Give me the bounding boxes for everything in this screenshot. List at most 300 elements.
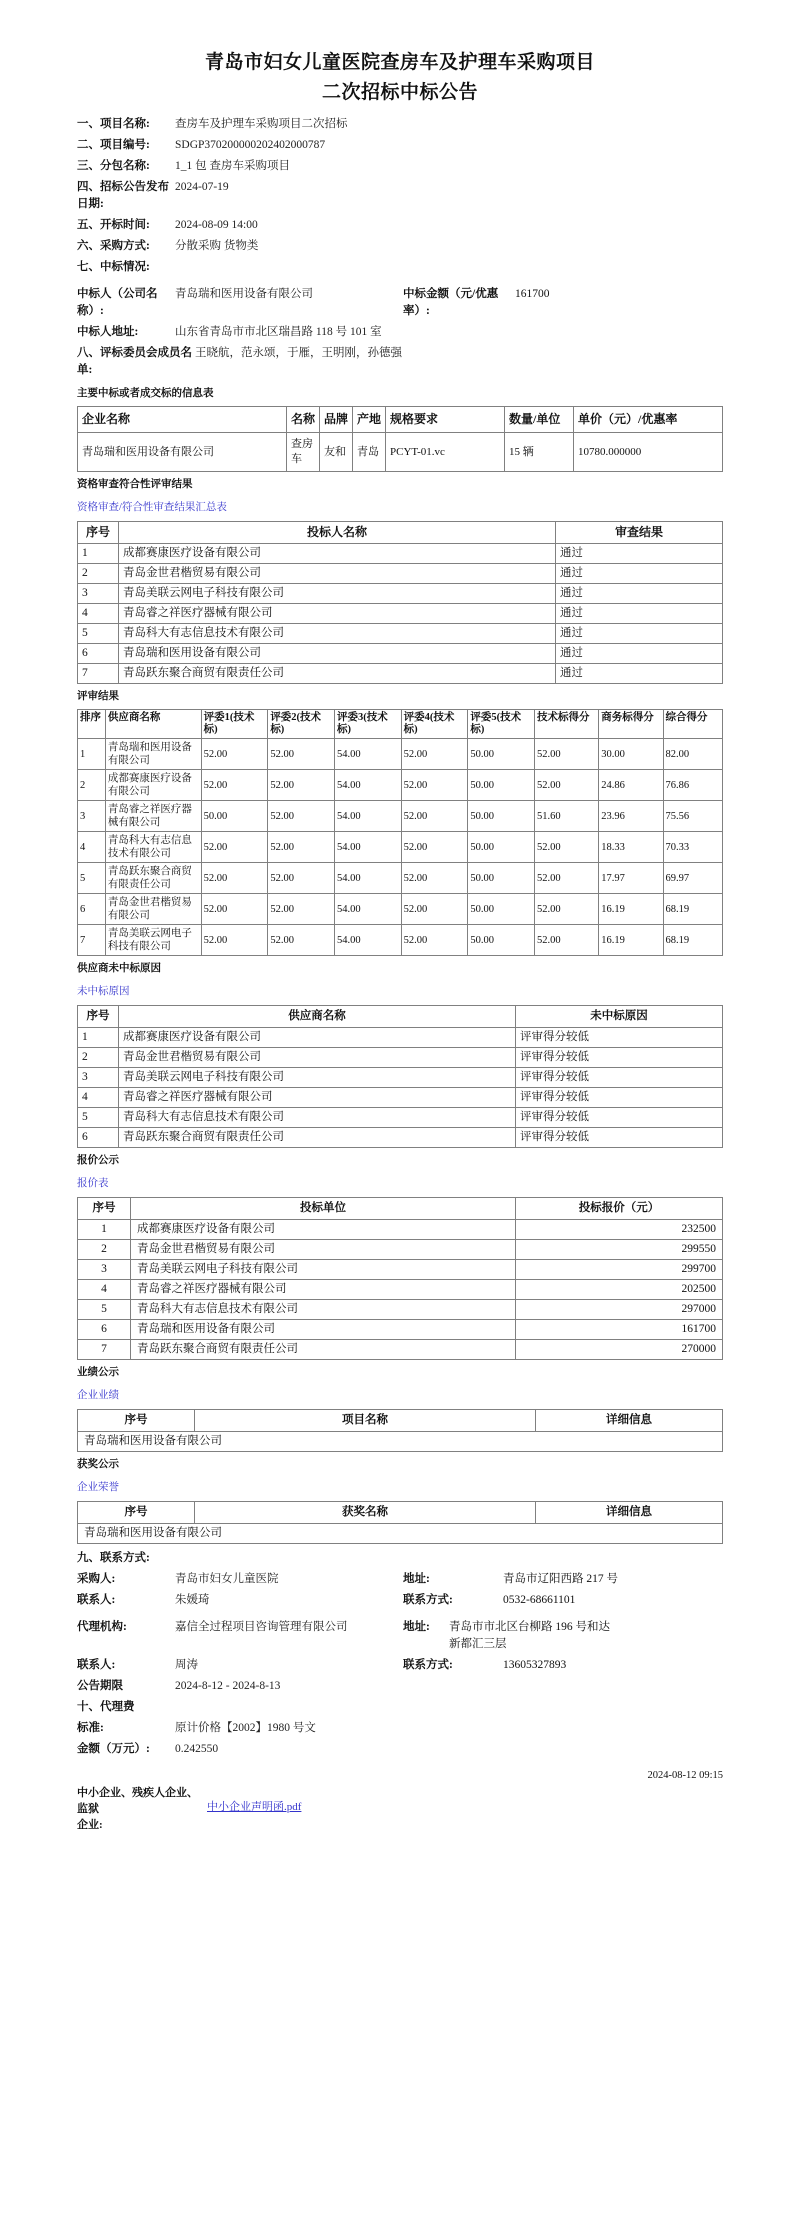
cell-qty: 15 辆	[505, 433, 574, 472]
table-row	[78, 664, 723, 684]
cell-judge-2: 52.00	[268, 739, 335, 770]
basic-info-value: 分散采购 货物类	[175, 240, 259, 252]
basic-info-value: SDGP370200000202402000787	[175, 139, 326, 151]
col-judge-3: 评委3(技术标)	[334, 710, 401, 739]
cell-supplier-name: 青岛跃东聚合商贸有限责任公司	[119, 1128, 516, 1148]
agency-fee-section-title: 十、代理费	[77, 1701, 135, 1713]
col-supplier: 供应商名称	[105, 710, 201, 739]
col-bid-price: 投标报价（元）	[516, 1198, 723, 1220]
cell-bidder-name: 青岛金世君楷贸易有限公司	[119, 564, 556, 584]
cell-bid-unit: 青岛科大有志信息技术有限公司	[131, 1300, 516, 1320]
basic-info-label: 六、采购方式:	[77, 240, 150, 252]
cell-total-score: 68.19	[663, 925, 723, 956]
cell-judge-1: 52.00	[201, 863, 268, 894]
notice-period-row	[55, 1676, 745, 1697]
sme-declaration-label	[77, 1785, 207, 1833]
basic-info-value: 2024-08-09 14:00	[175, 219, 258, 231]
cell-judge-1: 52.00	[201, 832, 268, 863]
cell-index: 3	[78, 584, 119, 604]
col-price: 单价（元）/优惠率	[574, 407, 723, 433]
cell-index: 2	[78, 564, 119, 584]
cell-index: 6	[78, 644, 119, 664]
cell-judge-3: 54.00	[334, 832, 401, 863]
cell-bid-price: 232500	[516, 1220, 723, 1240]
purchaser-phone-value: 0532-68661101	[503, 1594, 576, 1606]
cell-bid-unit: 青岛金世君楷贸易有限公司	[131, 1240, 516, 1260]
table-row	[78, 1432, 723, 1452]
cell-bidder-name: 青岛美联云网电子科技有限公司	[119, 584, 556, 604]
title-line-1: 青岛市妇女儿童医院查房车及护理车采购项目	[204, 52, 595, 73]
cell-judge-5: 50.00	[468, 832, 535, 863]
table-row	[78, 604, 723, 624]
table-header-row	[78, 522, 723, 544]
cell-judge-4: 52.00	[401, 863, 468, 894]
cell-judge-5: 50.00	[468, 925, 535, 956]
agency-fee-standard-label: 标准:	[77, 1722, 104, 1734]
cell-total-score: 75.56	[663, 801, 723, 832]
cell-reason: 评审得分较低	[516, 1128, 723, 1148]
cell-judge-1: 50.00	[201, 801, 268, 832]
cell-judge-3: 54.00	[334, 894, 401, 925]
table-row	[78, 1280, 723, 1300]
award-amount-value: 161700	[515, 288, 550, 300]
agency-row	[55, 1617, 745, 1655]
col-tech-score: 技术标得分	[535, 710, 599, 739]
table-row	[78, 433, 723, 472]
performance-section-note: 业绩公示	[77, 1367, 119, 1378]
quotation-caption: 报价表	[77, 1178, 109, 1189]
qualification-caption: 资格审查/符合性审查结果汇总表	[77, 502, 227, 513]
col-judge-2: 评委2(技术标)	[268, 710, 335, 739]
award-committee-row	[55, 343, 745, 381]
basic-info-row	[55, 257, 745, 278]
committee-label: 八、评标委员会成员名单:	[77, 347, 192, 376]
cell-bid-unit: 成都赛康医疗设备有限公司	[131, 1220, 516, 1240]
not-awarded-table	[77, 1005, 723, 1148]
basic-info-row	[55, 177, 745, 215]
col-supplier-name: 供应商名称	[119, 1006, 516, 1028]
purchaser-value: 青岛市妇女儿童医院	[175, 1573, 279, 1585]
cell-bidder-name: 成都赛康医疗设备有限公司	[119, 544, 556, 564]
cell-judge-1: 52.00	[201, 925, 268, 956]
award-winner-row	[55, 284, 745, 322]
col-index: 序号	[78, 1410, 195, 1432]
col-judge-5: 评委5(技术标)	[468, 710, 535, 739]
cell-bid-price: 161700	[516, 1320, 723, 1340]
cell-biz-score: 30.00	[599, 739, 663, 770]
cell-judge-2: 52.00	[268, 770, 335, 801]
award-amount-label: 中标金额（元/优惠率）:	[403, 288, 499, 317]
col-rank: 排序	[78, 710, 106, 739]
publish-timestamp: 2024-08-12 09:15	[647, 1770, 723, 1781]
purchaser-label: 采购人:	[77, 1573, 116, 1585]
cell-index: 5	[78, 1300, 131, 1320]
table-row	[78, 739, 723, 770]
cell-bidder-name: 青岛科大有志信息技术有限公司	[119, 624, 556, 644]
table-header-row	[78, 1410, 723, 1432]
cell-tech-score: 52.00	[535, 894, 599, 925]
cell-biz-score: 23.96	[599, 801, 663, 832]
qualification-table	[77, 521, 723, 684]
cell-judge-2: 52.00	[268, 832, 335, 863]
col-bidder-name: 投标人名称	[119, 522, 556, 544]
cell-biz-score: 17.97	[599, 863, 663, 894]
agency-value: 嘉信全过程项目咨询管理有限公司	[175, 1621, 348, 1633]
sme-declaration-pdf-link[interactable]: 中小企业声明函.pdf	[207, 1801, 302, 1813]
basic-info-label: 一、项目名称:	[77, 118, 150, 130]
basic-info-label: 二、项目编号:	[77, 139, 150, 151]
cell-judge-3: 54.00	[334, 925, 401, 956]
agency-fee-amount-value: 0.242550	[175, 1743, 219, 1755]
cell-judge-2: 52.00	[268, 894, 335, 925]
table-row	[78, 584, 723, 604]
cell-bidder-name: 青岛睿之祥医疗器械有限公司	[119, 604, 556, 624]
page-title	[55, 48, 745, 108]
table-row	[78, 1240, 723, 1260]
cell-supplier-name: 青岛科大有志信息技术有限公司	[119, 1108, 516, 1128]
cell-total-score: 68.19	[663, 894, 723, 925]
cell-rank: 5	[78, 863, 106, 894]
cell-company-name: 青岛瑞和医用设备有限公司	[78, 1524, 723, 1544]
table-row	[78, 1260, 723, 1280]
table-row	[78, 770, 723, 801]
cell-tech-score: 52.00	[535, 832, 599, 863]
cell-supplier: 青岛瑞和医用设备有限公司	[105, 739, 201, 770]
cell-rank: 7	[78, 925, 106, 956]
info-table-caption: 主要中标或者成交标的信息表	[77, 388, 214, 399]
cell-supplier: 青岛美联云网电子科技有限公司	[105, 925, 201, 956]
cell-judge-1: 52.00	[201, 739, 268, 770]
winner-address-label: 中标人地址:	[77, 326, 139, 338]
cell-judge-4: 52.00	[401, 770, 468, 801]
cell-judge-3: 54.00	[334, 801, 401, 832]
cell-judge-2: 52.00	[268, 863, 335, 894]
cell-supplier: 成都赛康医疗设备有限公司	[105, 770, 201, 801]
purchaser-person-value: 朱媛琦	[175, 1594, 210, 1606]
agency-phone-label: 联系方式:	[403, 1659, 453, 1671]
cell-judge-1: 52.00	[201, 770, 268, 801]
col-reason: 未中标原因	[516, 1006, 723, 1028]
committee-value: 王晓航，范永颂，于雁，王明刚，孙德强	[195, 347, 402, 359]
cell-reason: 评审得分较低	[516, 1088, 723, 1108]
cell-brand: 友和	[320, 433, 353, 472]
col-award-name: 获奖名称	[195, 1502, 536, 1524]
cell-index: 6	[78, 1320, 131, 1340]
purchaser-contact-row	[55, 1590, 745, 1611]
cell-judge-4: 52.00	[401, 739, 468, 770]
cell-rank: 1	[78, 739, 106, 770]
evaluation-score-table	[77, 709, 723, 956]
cell-result: 通过	[556, 544, 723, 564]
cell-supplier: 青岛科大有志信息技术有限公司	[105, 832, 201, 863]
col-judge-4: 评委4(技术标)	[401, 710, 468, 739]
cell-reason: 评审得分较低	[516, 1068, 723, 1088]
cell-bidder-name: 青岛瑞和医用设备有限公司	[119, 644, 556, 664]
cell-index: 4	[78, 1280, 131, 1300]
cell-total-score: 82.00	[663, 739, 723, 770]
cell-tech-score: 52.00	[535, 863, 599, 894]
table-row	[78, 1028, 723, 1048]
col-index: 序号	[78, 1198, 131, 1220]
cell-bid-price: 299700	[516, 1260, 723, 1280]
cell-bid-unit: 青岛瑞和医用设备有限公司	[131, 1320, 516, 1340]
agency-fee-title-row	[55, 1697, 745, 1718]
col-review-result: 审查结果	[556, 522, 723, 544]
contact-section-title-row	[55, 1544, 745, 1569]
cell-index: 5	[78, 624, 119, 644]
cell-supplier-name: 青岛美联云网电子科技有限公司	[119, 1068, 516, 1088]
cell-index: 1	[78, 544, 119, 564]
cell-company: 青岛瑞和医用设备有限公司	[78, 433, 287, 472]
col-total-score: 综合得分	[663, 710, 723, 739]
agency-person-label: 联系人:	[77, 1659, 116, 1671]
sme-label-line-2: 企业:	[77, 1819, 103, 1831]
cell-index: 2	[78, 1240, 131, 1260]
agency-fee-amount-row	[55, 1739, 745, 1760]
col-brand: 品牌	[320, 407, 353, 433]
col-index: 序号	[78, 1502, 195, 1524]
basic-info-label: 三、分包名称:	[77, 160, 150, 172]
cell-judge-1: 52.00	[201, 894, 268, 925]
award-info-table	[77, 406, 723, 472]
cell-total-score: 69.97	[663, 863, 723, 894]
table-row	[78, 1220, 723, 1240]
col-details: 详细信息	[536, 1410, 723, 1432]
table-header-row	[78, 407, 723, 433]
cell-reason: 评审得分较低	[516, 1048, 723, 1068]
cell-total-score: 70.33	[663, 832, 723, 863]
cell-bid-unit: 青岛跃东聚合商贸有限责任公司	[131, 1340, 516, 1360]
cell-price: 10780.000000	[574, 433, 723, 472]
cell-judge-4: 52.00	[401, 925, 468, 956]
winner-address-value: 山东省青岛市市北区瑞昌路 118 号 101 室	[175, 326, 382, 338]
cell-tech-score: 51.60	[535, 801, 599, 832]
table-row	[78, 801, 723, 832]
basic-info-value: 2024-07-19	[175, 181, 229, 193]
quotation-table	[77, 1197, 723, 1360]
cell-result: 通过	[556, 664, 723, 684]
cell-judge-3: 54.00	[334, 863, 401, 894]
basic-info-row	[55, 114, 745, 135]
col-details: 详细信息	[536, 1502, 723, 1524]
cell-result: 通过	[556, 604, 723, 624]
table-row	[78, 564, 723, 584]
cell-judge-3: 54.00	[334, 770, 401, 801]
col-spec: 规格要求	[386, 407, 505, 433]
cell-index: 6	[78, 1128, 119, 1148]
cell-index: 3	[78, 1068, 119, 1088]
cell-judge-4: 52.00	[401, 894, 468, 925]
title-line-2: 二次招标中标公告	[321, 82, 478, 103]
agency-phone-value: 13605327893	[503, 1659, 567, 1671]
cell-rank: 6	[78, 894, 106, 925]
awards-section-note: 获奖公示	[77, 1459, 119, 1470]
cell-index: 4	[78, 1088, 119, 1108]
contact-section-title: 九、联系方式:	[77, 1552, 150, 1564]
cell-index: 4	[78, 604, 119, 624]
table-row	[78, 1128, 723, 1148]
agency-fee-standard-value: 原计价格【2002】1980 号文	[175, 1722, 316, 1734]
cell-supplier: 青岛金世君楷贸易有限公司	[105, 894, 201, 925]
basic-info-row	[55, 156, 745, 177]
basic-info-value: 查房车及护理车采购项目二次招标	[175, 118, 348, 130]
cell-result: 通过	[556, 584, 723, 604]
table-row	[78, 644, 723, 664]
table-header-row	[78, 1006, 723, 1028]
table-row	[78, 925, 723, 956]
col-origin: 产地	[353, 407, 386, 433]
cell-biz-score: 18.33	[599, 832, 663, 863]
cell-judge-2: 52.00	[268, 801, 335, 832]
winner-value: 青岛瑞和医用设备有限公司	[175, 288, 313, 300]
table-row	[78, 1088, 723, 1108]
purchaser-row	[55, 1569, 745, 1590]
cell-bid-price: 270000	[516, 1340, 723, 1360]
basic-info-label: 七、中标情况:	[77, 261, 150, 273]
basic-info-row	[55, 236, 745, 257]
basic-info-list	[55, 114, 745, 278]
table-row	[78, 1300, 723, 1320]
table-header-row	[78, 710, 723, 739]
winner-label: 中标人（公司名称）:	[77, 288, 158, 317]
cell-index: 1	[78, 1220, 131, 1240]
evaluation-section-note: 评审结果	[77, 691, 119, 702]
cell-bid-unit: 青岛美联云网电子科技有限公司	[131, 1260, 516, 1280]
cell-index: 2	[78, 1048, 119, 1068]
quotation-section-note: 报价公示	[77, 1155, 119, 1166]
cell-judge-5: 50.00	[468, 801, 535, 832]
cell-index: 1	[78, 1028, 119, 1048]
table-row	[78, 1340, 723, 1360]
cell-biz-score: 16.19	[599, 925, 663, 956]
col-company: 企业名称	[78, 407, 287, 433]
col-judge-1: 评委1(技术标)	[201, 710, 268, 739]
cell-judge-2: 52.00	[268, 925, 335, 956]
cell-reason: 评审得分较低	[516, 1028, 723, 1048]
cell-supplier: 青岛睿之祥医疗器械有限公司	[105, 801, 201, 832]
basic-info-row	[55, 135, 745, 156]
col-index: 序号	[78, 1006, 119, 1028]
cell-result: 通过	[556, 564, 723, 584]
cell-reason: 评审得分较低	[516, 1108, 723, 1128]
cell-index: 3	[78, 1260, 131, 1280]
sme-label-line-1: 中小企业、残疾人企业、监狱	[77, 1787, 198, 1815]
cell-judge-5: 50.00	[468, 863, 535, 894]
notice-period-value: 2024-8-12 - 2024-8-13	[175, 1680, 281, 1692]
cell-bid-price: 299550	[516, 1240, 723, 1260]
cell-total-score: 76.86	[663, 770, 723, 801]
sme-declaration-row	[55, 1785, 745, 1833]
awards-table	[77, 1501, 723, 1544]
cell-index: 7	[78, 664, 119, 684]
cell-supplier-name: 青岛睿之祥医疗器械有限公司	[119, 1088, 516, 1108]
sme-declaration-value	[207, 1785, 301, 1815]
agency-contact-row	[55, 1655, 745, 1676]
table-row	[78, 832, 723, 863]
cell-bid-price: 202500	[516, 1280, 723, 1300]
basic-info-row	[55, 215, 745, 236]
table-row	[78, 544, 723, 564]
cell-judge-5: 50.00	[468, 770, 535, 801]
basic-info-label: 五、开标时间:	[77, 219, 150, 231]
cell-index: 7	[78, 1340, 131, 1360]
agency-address-label: 地址:	[403, 1621, 430, 1633]
cell-supplier: 青岛跃东聚合商贸有限责任公司	[105, 863, 201, 894]
purchaser-phone-label: 联系方式:	[403, 1594, 453, 1606]
cell-biz-score: 24.86	[599, 770, 663, 801]
agency-address-value: 青岛市市北区台柳路 196 号和达新都汇三层	[449, 1621, 610, 1650]
cell-name: 查房车	[287, 433, 320, 472]
purchaser-person-label: 联系人:	[77, 1594, 116, 1606]
performance-caption: 企业业绩	[77, 1390, 119, 1401]
not-awarded-section-note: 供应商未中标原因	[77, 963, 161, 974]
table-row	[78, 1524, 723, 1544]
cell-rank: 2	[78, 770, 106, 801]
cell-judge-5: 50.00	[468, 739, 535, 770]
purchaser-address-value: 青岛市辽阳西路 217 号	[503, 1573, 618, 1585]
table-row	[78, 863, 723, 894]
table-row	[78, 624, 723, 644]
cell-tech-score: 52.00	[535, 770, 599, 801]
cell-company-name: 青岛瑞和医用设备有限公司	[78, 1432, 723, 1452]
col-index: 序号	[78, 522, 119, 544]
cell-bid-price: 297000	[516, 1300, 723, 1320]
col-name: 名称	[287, 407, 320, 433]
table-row	[78, 1320, 723, 1340]
cell-judge-5: 50.00	[468, 894, 535, 925]
cell-supplier-name: 成都赛康医疗设备有限公司	[119, 1028, 516, 1048]
cell-bidder-name: 青岛跃东聚合商贸有限责任公司	[119, 664, 556, 684]
cell-judge-4: 52.00	[401, 832, 468, 863]
cell-index: 5	[78, 1108, 119, 1128]
award-address-row	[55, 322, 745, 343]
cell-rank: 4	[78, 832, 106, 863]
agency-fee-standard-row	[55, 1718, 745, 1739]
cell-rank: 3	[78, 801, 106, 832]
table-header-row	[78, 1502, 723, 1524]
cell-bid-unit: 青岛睿之祥医疗器械有限公司	[131, 1280, 516, 1300]
cell-tech-score: 52.00	[535, 739, 599, 770]
cell-biz-score: 16.19	[599, 894, 663, 925]
col-qty: 数量/单位	[505, 407, 574, 433]
agency-label: 代理机构:	[77, 1621, 127, 1633]
not-awarded-caption: 未中标原因	[77, 986, 130, 997]
table-row	[78, 894, 723, 925]
cell-tech-score: 52.00	[535, 925, 599, 956]
notice-period-label: 公告期限	[77, 1680, 123, 1692]
basic-info-value: 1_1 包 查房车采购项目	[175, 160, 290, 172]
awards-caption: 企业荣誉	[77, 1482, 119, 1493]
cell-supplier-name: 青岛金世君楷贸易有限公司	[119, 1048, 516, 1068]
cell-spec: PCYT-01.vc	[386, 433, 505, 472]
qualification-section-note: 资格审查符合性评审结果	[77, 479, 193, 490]
cell-judge-3: 54.00	[334, 739, 401, 770]
table-row	[78, 1108, 723, 1128]
col-bid-unit: 投标单位	[131, 1198, 516, 1220]
agency-person-value: 周涛	[175, 1659, 198, 1671]
purchaser-address-label: 地址:	[403, 1573, 430, 1585]
cell-judge-4: 52.00	[401, 801, 468, 832]
performance-table	[77, 1409, 723, 1452]
table-header-row	[78, 1198, 723, 1220]
col-project-name: 项目名称	[195, 1410, 536, 1432]
col-biz-score: 商务标得分	[599, 710, 663, 739]
table-row	[78, 1068, 723, 1088]
table-row	[78, 1048, 723, 1068]
cell-result: 通过	[556, 624, 723, 644]
cell-origin: 青岛	[353, 433, 386, 472]
agency-fee-amount-label: 金额（万元）:	[77, 1743, 150, 1755]
